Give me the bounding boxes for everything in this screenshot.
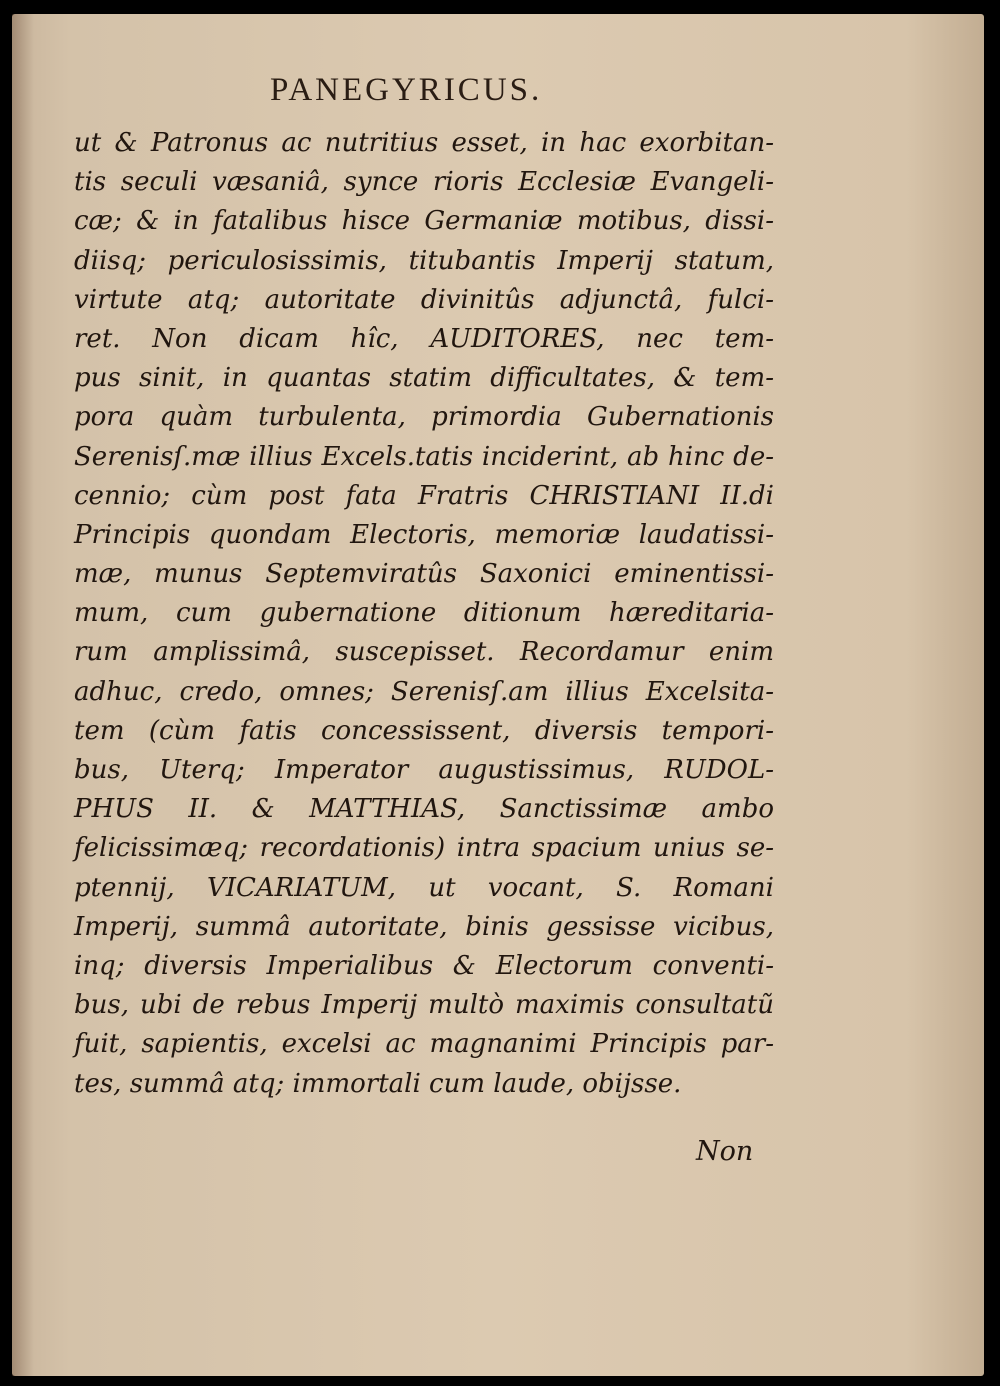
text-line: tem (cùm fatis concessissent, diversis tempori- [74, 715, 774, 746]
text-line: cennio; cùm post fata Fratris CHRISTIANI II.di [74, 480, 774, 511]
text-line: cæ; & in fatalibus hisce Germaniæ motibus, dissi- [74, 206, 774, 237]
gutter-shadow [12, 14, 34, 1376]
text-line: felicissimæq; recordationis) intra spacium unius se- [74, 833, 774, 864]
text-line: adhuc, credo, omnes; Serenisſ.am illius Excelsita- [74, 676, 774, 707]
body-text [74, 124, 774, 1104]
text-line: Imperij, summâ autoritate, binis gessisse vicibus, [74, 911, 774, 942]
text-line: ptennij, VICARIATUM, ut vocant, S. Romani [74, 872, 774, 903]
text-line: diisq; periculosissimis, titubantis Imperij statum, [74, 245, 774, 276]
text-line: tes, summâ atq; immortali cum laude, obijsse. [74, 1068, 682, 1099]
text-line: Principis quondam Electoris, memoriæ laudatissi- [74, 519, 774, 550]
text-line: pora quàm turbulenta, primordia Gubernationis [74, 402, 774, 433]
text-line: inq; diversis Imperialibus & Electorum conventi- [74, 950, 774, 981]
text-line: mum, cum gubernatione ditionum hæreditaria- [74, 598, 774, 629]
text-line: tis seculi væsaniâ, synce rioris Ecclesiæ Evangeli- [74, 167, 774, 198]
text-line: mæ, munus Septemviratûs Saxonici eminentissi- [74, 559, 774, 590]
text-line: Serenisſ.mæ illius Excels.tatis inciderint, ab hinc de- [74, 441, 774, 472]
text-line: fuit, sapientis, excelsi ac magnanimi Principis par- [74, 1029, 774, 1060]
text-line: ut & Patronus ac nutritius esset, in hac exorbitan- [74, 128, 774, 158]
text-line: bus, ubi de rebus Imperij multò maximis consultatũ [74, 990, 774, 1021]
running-head: PANEGYRICUS. [270, 72, 543, 108]
text-line: virtute atq; autoritate divinitûs adjunctâ, fulci- [74, 284, 774, 315]
catchword: Non [696, 1136, 754, 1167]
text-line: PHUS II. & MATTHIAS, Sanctissimæ ambo [74, 794, 774, 825]
text-line: rum amplissimâ, suscepisset. Recordamur enim [74, 637, 774, 668]
text-line: bus, Uterq; Imperator augustissimus, RUDOL- [74, 755, 774, 785]
text-line: pus sinit, in quantas statim difficultates, & tem- [74, 363, 774, 394]
text-line: ret. Non dicam hîc, AUDITORES, nec tem- [74, 323, 774, 354]
